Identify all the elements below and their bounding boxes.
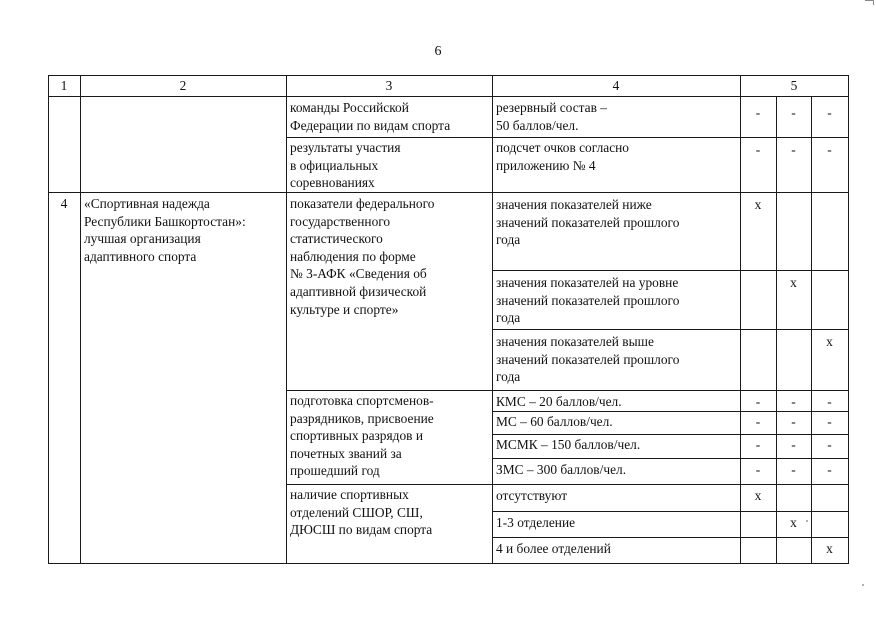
table-left-border [48, 75, 49, 564]
option-rule [492, 270, 848, 271]
athletes-option-2: МС – 60 баллов/чел. [496, 414, 613, 429]
athletes-option-3: МСМК – 150 баллов/чел. [496, 437, 641, 452]
mark-athletes-3-3: - [827, 437, 832, 452]
athletes-option-1: КМС – 20 баллов/чел. [496, 394, 622, 409]
option-rule [492, 411, 848, 412]
mark-athletes-4-3: - [827, 462, 832, 477]
mark-column-divider [811, 96, 812, 564]
nomination-number: 4 [60, 196, 68, 211]
page-number: 6 [434, 44, 442, 59]
departments-option-3: 4 и более отделений [496, 541, 611, 556]
criterion-statistics: показатели федерального государственного статистического наблюдения по форме № 3-АФК «Сведения об адаптивной физической культуре и спорте» [290, 196, 435, 317]
column-divider [80, 75, 81, 564]
mark-column-divider [776, 96, 777, 564]
mark-national-team-2: - [791, 105, 796, 120]
criterion-national-team: команды Российской Федерации по видам спорта [290, 100, 451, 133]
mark-statistics-3-3: х [826, 334, 833, 349]
mark-athletes-2-1: - [755, 414, 761, 429]
option-rule [492, 434, 848, 435]
mark-participation-1: - [755, 142, 761, 157]
nomination-title: «Спортивная надежда Республики Башкортостан»: лучшая организация адаптивного спорта [84, 196, 246, 264]
scoring-reserve-team: резервный состав – 50 баллов/чел. [496, 100, 607, 133]
row-rule [286, 137, 848, 138]
option-rule [492, 458, 848, 459]
table-right-border [848, 75, 849, 564]
statistics-option-3: значения показателей выше значений показателей прошлого года [496, 334, 680, 385]
option-rule [492, 511, 848, 512]
mark-athletes-3-1: - [755, 437, 761, 452]
departments-option-1: отсутствуют [496, 488, 568, 503]
table-bottom-border [48, 563, 848, 564]
mark-participation-2: - [791, 142, 796, 157]
mark-national-team-1: - [755, 105, 761, 120]
mark-athletes-1-3: - [827, 394, 832, 409]
header-col-1: 1 [60, 78, 68, 93]
header-bottom-border [48, 96, 848, 97]
header-col-5: 5 [790, 78, 798, 93]
option-rule [492, 329, 848, 330]
mark-athletes-1-2: - [791, 394, 796, 409]
athletes-option-4: ЗМС – 300 баллов/чел. [496, 462, 627, 477]
header-col-4: 4 [612, 78, 620, 93]
mark-departments-2-2: х [790, 515, 797, 530]
header-col-3: 3 [385, 78, 393, 93]
statistics-option-1: значения показателей ниже значений показателей прошлого года [496, 197, 680, 248]
mark-departments-3-3: х [826, 541, 833, 556]
mark-departments-1-1: х [754, 488, 762, 503]
statistics-option-2: значения показателей на уровне значений показателей прошлого года [496, 275, 680, 326]
mark-athletes-2-3: - [827, 414, 832, 429]
header-col-2: 2 [179, 78, 187, 93]
mark-athletes-4-1: - [755, 462, 761, 477]
mark-athletes-1-1: - [755, 394, 761, 409]
criterion-departments: наличие спортивных отделений СШОР, СШ, ДЮСШ по видам спорта [290, 487, 433, 538]
criterion-participation: результаты участия в официальных соревнованиях [290, 140, 401, 191]
mark-athletes-3-2: - [791, 437, 796, 452]
mark-athletes-4-2: - [791, 462, 796, 477]
departments-option-2: 1-3 отделение [496, 515, 576, 530]
row-rule [286, 484, 848, 485]
mark-athletes-2-2: - [791, 414, 796, 429]
mark-statistics-2-2: х [790, 275, 797, 290]
mark-participation-3: - [827, 142, 832, 157]
scoring-points-appendix-4: подсчет очков согласно приложению № 4 [496, 140, 629, 173]
mark-national-team-3: - [827, 105, 832, 120]
option-rule [492, 537, 848, 538]
row-rule [48, 192, 848, 193]
table-top-border [48, 75, 848, 76]
mark-statistics-1-1: х [754, 197, 762, 212]
row-rule [286, 390, 848, 391]
criterion-athletes: подготовка спортсменов- разрядников, присвоение спортивных разрядов и почетных званий за прошедший год [290, 393, 434, 479]
